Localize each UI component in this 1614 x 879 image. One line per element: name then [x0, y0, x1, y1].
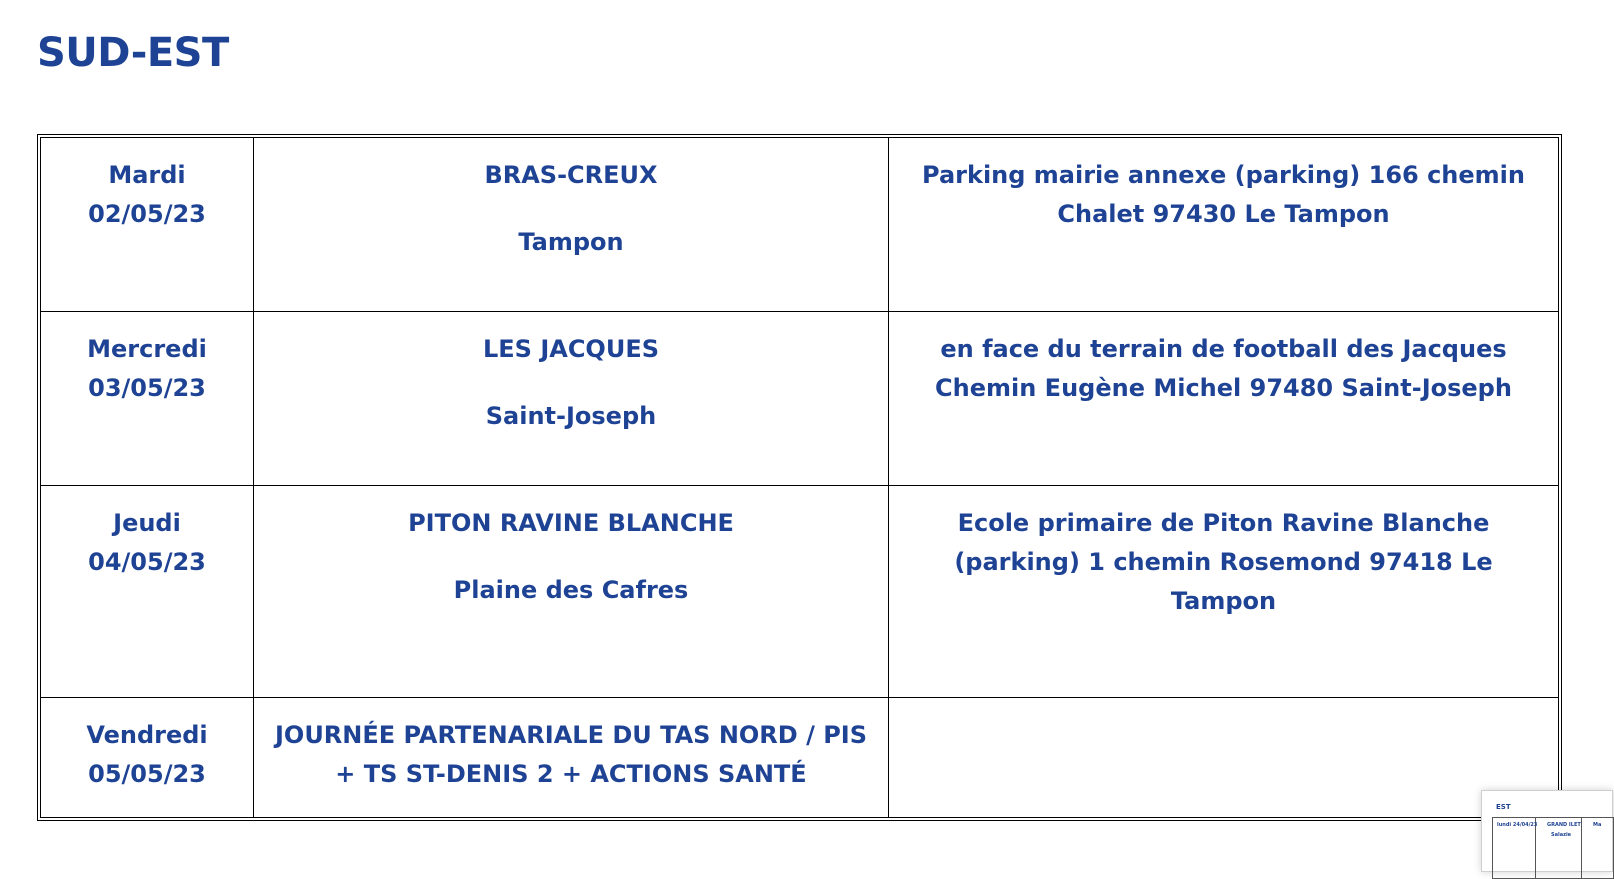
thumbnail-title: EST — [1496, 803, 1511, 811]
day-cell — [41, 138, 254, 312]
place-name: BRAS-CREUX — [484, 161, 658, 189]
place-line: JOURNÉE PARTENARIALE DU TAS NORD / PIS — [274, 721, 867, 749]
place-cell — [254, 486, 889, 698]
day-cell — [41, 312, 254, 486]
place-area: Tampon — [518, 228, 624, 256]
table-row — [41, 138, 1559, 312]
date-label: 04/05/23 — [88, 548, 206, 576]
day-cell — [41, 486, 254, 698]
page-title: SUD-EST — [37, 30, 229, 76]
day-label: Vendredi — [86, 721, 208, 749]
place-area: Saint-Joseph — [485, 402, 657, 430]
place-name: LES JACQUES — [482, 335, 659, 363]
address-line: Tampon — [1170, 587, 1277, 615]
thumbnail-cell: Ma — [1593, 822, 1602, 828]
schedule-table-frame — [37, 134, 1562, 821]
address-line: Chalet 97430 Le Tampon — [1057, 200, 1390, 228]
page-thumbnail[interactable] — [1481, 790, 1613, 872]
address-cell — [889, 138, 1559, 312]
thumbnail-cell: Salazie — [1551, 832, 1572, 838]
address-line: Ecole primaire de Piton Ravine Blanche — [957, 509, 1490, 537]
day-cell — [41, 698, 254, 818]
address-cell — [889, 698, 1559, 818]
address-line: (parking) 1 chemin Rosemond 97418 Le — [954, 548, 1493, 576]
date-label: 03/05/23 — [88, 374, 206, 402]
day-label: Mardi — [108, 161, 186, 189]
date-label: 02/05/23 — [88, 200, 206, 228]
place-cell — [254, 312, 889, 486]
place-line: + TS ST-DENIS 2 + ACTIONS SANTÉ — [335, 760, 807, 788]
table-row — [41, 312, 1559, 486]
thumbnail-table — [1492, 817, 1614, 879]
address-line: Parking mairie annexe (parking) 166 chemin — [922, 161, 1525, 189]
address-cell — [889, 312, 1559, 486]
table-row — [41, 486, 1559, 698]
place-cell — [254, 698, 889, 818]
date-label: 05/05/23 — [88, 760, 206, 788]
place-cell — [254, 138, 889, 312]
table-row — [41, 698, 1559, 818]
place-name: PITON RAVINE BLANCHE — [408, 509, 734, 537]
thumbnail-cell: GRAND ILET — [1547, 822, 1581, 828]
thumbnail-cell: lundi 24/04/23 — [1497, 822, 1538, 828]
address-cell — [889, 486, 1559, 698]
place-area: Plaine des Cafres — [453, 576, 689, 604]
day-label: Jeudi — [113, 509, 181, 537]
schedule-table — [40, 137, 1559, 818]
address-line: Chemin Eugène Michel 97480 Saint-Joseph — [935, 374, 1512, 402]
address-line: en face du terrain de football des Jacques — [940, 335, 1507, 363]
day-label: Mercredi — [87, 335, 207, 363]
